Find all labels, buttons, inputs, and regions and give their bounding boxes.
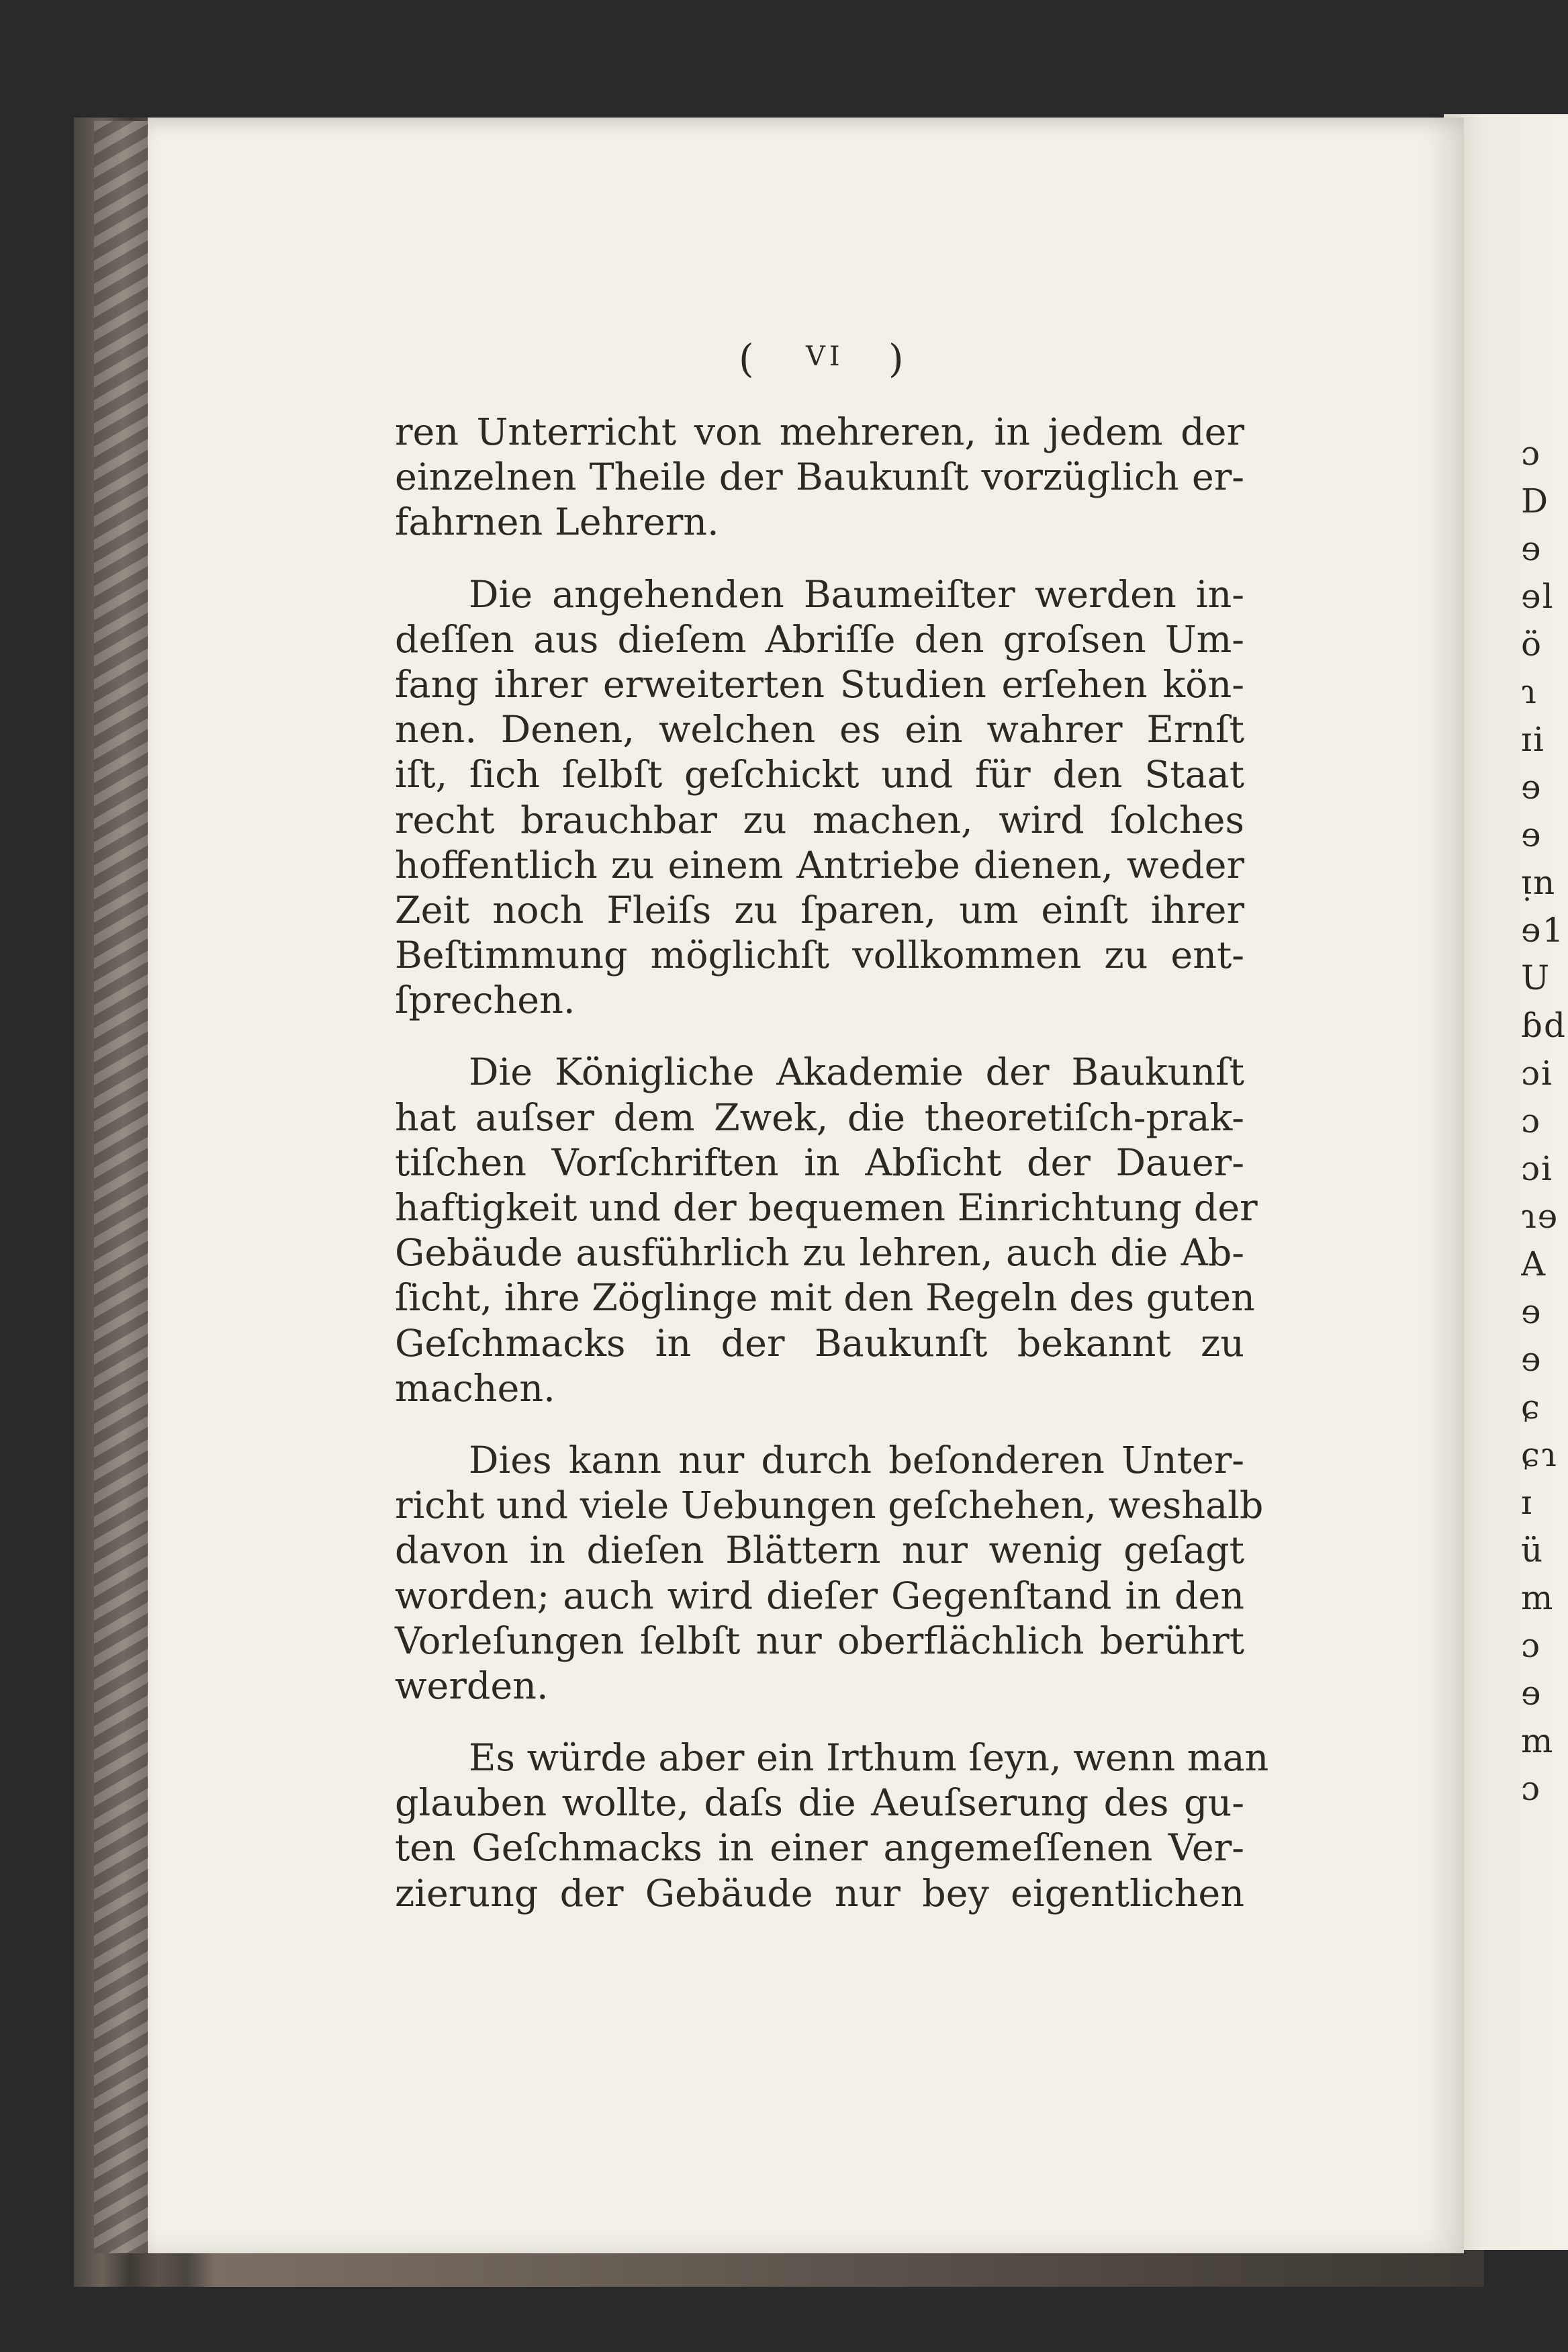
paragraph-2 [395, 572, 1244, 1024]
page-body [395, 410, 1269, 1916]
text-line: deſſen aus dieſem Abriſſe den groſsen Um- [395, 617, 1244, 662]
text-line: machen. [395, 1366, 555, 1410]
paragraph-5 [395, 1735, 1269, 1916]
facing-fragment: ɔi [1521, 1149, 1553, 1188]
text-line: recht brauchbar zu machen, wird ſolches [395, 798, 1244, 842]
text-line: fang ihrer erweiterten Studien erſehen kön- [395, 662, 1244, 707]
paragraph-1 [395, 410, 1244, 545]
text-line: ſprechen. [395, 979, 575, 1023]
facing-fragment: ɪ [1521, 1483, 1533, 1522]
facing-fragment: ü [1521, 1531, 1544, 1570]
text-line: nen. Denen, welchen es ein wahrer Ernſt [395, 708, 1244, 752]
text-line: einzelnen Theile der Baukunſt vorzüglich er- [395, 455, 1244, 500]
text-line: iſt, ſich ſelbſt geſchickt und für den Staat [395, 753, 1244, 797]
facing-fragment: ɔ [1521, 1626, 1542, 1665]
text-line: Die Königliche Akademie der Baukunſt [469, 1050, 1244, 1095]
text-line: haftigkeit und der bequemen Einrichtung der [395, 1186, 1258, 1230]
text-line: Zeit noch Fleiſs zu ſparen, um einſt ihrer [395, 888, 1244, 932]
text-line: Gebäude ausführlich zu lehren, auch die Ab- [395, 1231, 1244, 1275]
facing-fragment: A [1521, 1245, 1547, 1283]
text-line: ten Geſchmacks in einer angemeſſenen Ver- [395, 1826, 1244, 1870]
page-header [732, 336, 920, 383]
page-number: VI [806, 341, 844, 372]
text-line: Vorleſungen ſelbſt nur oberflächlich berührt [395, 1619, 1244, 1663]
facing-fragment: ɘ [1521, 1674, 1542, 1713]
facing-fragment: ᴉn [1521, 863, 1557, 902]
text-line: fahrnen Lehrern. [395, 500, 719, 545]
text-line: Dies kann nur durch beſonderen Unter- [469, 1438, 1244, 1482]
facing-fragment: ɔ [1521, 1101, 1542, 1140]
facing-fragment: U [1521, 958, 1551, 997]
facing-fragment: ö [1521, 625, 1543, 664]
paragraph-3 [395, 1050, 1258, 1411]
text-line: ſicht, ihre Zöglinge mit den Regeln des guten [395, 1276, 1255, 1320]
text-line: Die angehenden Baumeiſter werden in- [469, 572, 1244, 617]
facing-fragment: ɓd [1521, 1006, 1567, 1045]
facing-fragment: ɘ1 [1521, 911, 1565, 950]
facing-fragment: ɕ [1521, 1388, 1542, 1427]
text-line: richt und viele Uebungen geſchehen, weshalb [395, 1484, 1264, 1528]
facing-fragment: ɿɘ [1521, 1197, 1559, 1236]
facing-fragment: ɘ [1521, 768, 1542, 807]
text-line: worden; auch wird dieſer Gegenſtand in den [395, 1574, 1244, 1618]
facing-fragment: m [1521, 1578, 1555, 1617]
text-line: glauben wollte, daſs die Aeuſserung des gu- [395, 1781, 1244, 1825]
text-line: Beſtimmung möglichſt vollkommen zu ent- [395, 934, 1244, 978]
text-line: davon in dieſen Blättern nur wenig geſagt [395, 1529, 1244, 1573]
header-paren-right: ) [888, 336, 904, 381]
facing-page-letters [1521, 430, 1568, 1813]
facing-fragment: m [1521, 1721, 1555, 1760]
facing-fragment: D [1521, 482, 1550, 521]
text-line: zierung der Gebäude nur bey eigentlichen [395, 1871, 1244, 1915]
facing-fragment: ɔ [1521, 1769, 1542, 1808]
header-paren-left: ( [739, 336, 754, 381]
facing-fragment: ɘ [1521, 1292, 1542, 1331]
text-line: werden. [395, 1664, 549, 1708]
facing-fragment: ɿ [1521, 672, 1538, 711]
text-line: Geſchmacks in der Baukunſt bekannt zu [395, 1321, 1244, 1365]
text-line: hat auſser dem Zwek, die theoretiſch-prak- [395, 1095, 1244, 1140]
text-line: Es würde aber ein Irthum ſeyn, wenn man [469, 1736, 1269, 1780]
facing-fragment: ɕɿ [1521, 1435, 1558, 1474]
facing-fragment: ɪi [1521, 720, 1545, 759]
facing-fragment: ɘ [1521, 1340, 1542, 1379]
text-line: tiſchen Vorſchriften in Abſicht der Dauer- [395, 1140, 1244, 1185]
facing-fragment: ɘ [1521, 815, 1542, 854]
facing-fragment: ɔ [1521, 434, 1542, 473]
facing-fragment: ɘl [1521, 577, 1555, 616]
facing-fragment: ɘ [1521, 529, 1542, 568]
facing-fragment: ɔi [1521, 1054, 1553, 1093]
paragraph-4 [395, 1438, 1264, 1709]
text-line: ren Unterricht von mehreren, in jedem der [395, 410, 1244, 454]
text-line: hoffentlich zu einem Antriebe dienen, weder [395, 843, 1244, 887]
